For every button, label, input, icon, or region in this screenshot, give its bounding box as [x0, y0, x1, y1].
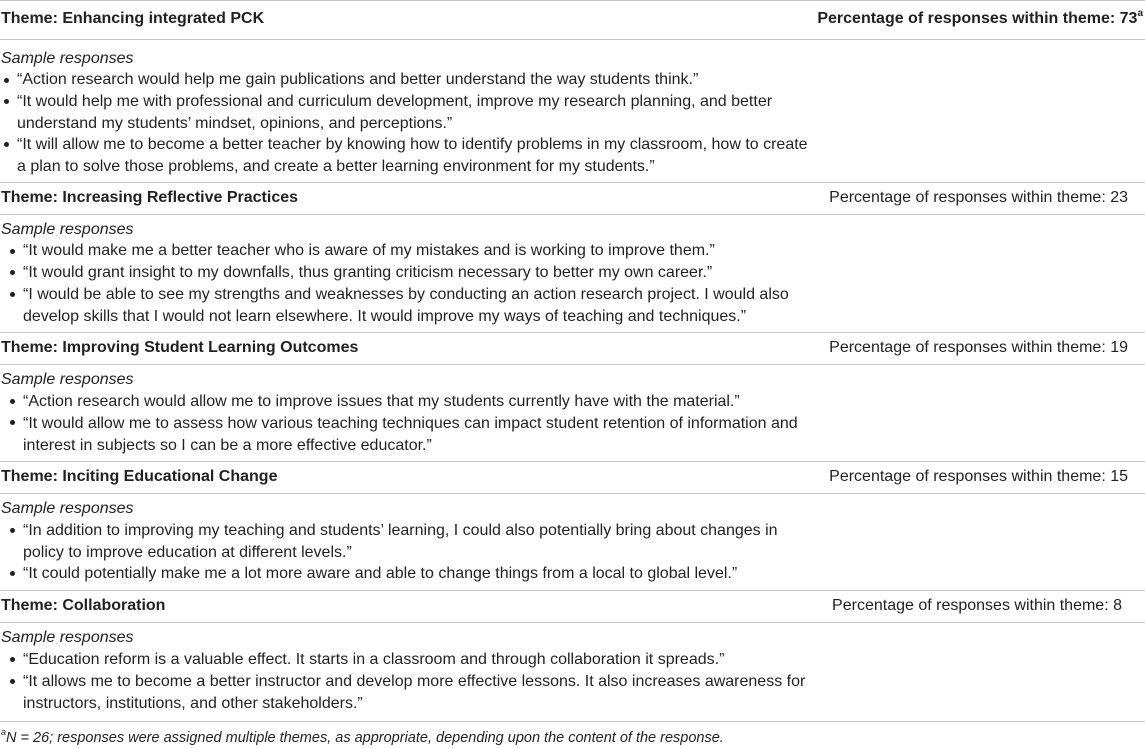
bullet-icon [10, 657, 15, 662]
bullet-icon [10, 270, 15, 275]
theme-title: Theme: Enhancing integrated PCK [1, 10, 265, 27]
response-item: “It will allow me to become a better teacher by knowing how to identify problems in my classroom, how to create a plan to solve those problems, and create a better learning environment for my students.” [17, 136, 808, 175]
bullet-icon [10, 420, 15, 425]
theme-percentage: Percentage of responses within theme: 19 [829, 339, 1128, 356]
footnote-marker: a [1, 727, 7, 738]
sample-responses-label: Sample responses [1, 50, 134, 67]
table-footnote [1, 728, 724, 748]
bullet-icon [10, 571, 15, 576]
row-divider [0, 493, 1145, 494]
response-item: “Action research would allow me to improve issues that my students currently have with the material.” [23, 393, 740, 410]
theme-percentage: Percentage of responses within theme: 8 [832, 597, 1122, 614]
row-divider [0, 461, 1145, 462]
bullet-icon [10, 528, 15, 533]
footnote-text: N = 26; responses were assigned multiple themes, as appropriate, depending upon the content of the response. [6, 730, 724, 746]
row-divider [0, 0, 1145, 1]
sample-responses-label: Sample responses [1, 629, 134, 646]
theme-percentage: Percentage of responses within theme: 23 [829, 189, 1128, 206]
response-item: “It allows me to become a better instructor and develop more effective lessons. It also increases awareness for instructors, institutions, and other stakeholders.” [23, 673, 806, 712]
sample-responses-label: Sample responses [1, 500, 134, 517]
theme-percentage-text: Percentage of responses within theme: 73 [817, 10, 1138, 27]
response-item: “It would help me with professional and curriculum development, improve my research planning, and better understand my students’ mindset, opinions, and perceptions.” [17, 93, 773, 132]
bullet-icon [10, 249, 15, 254]
response-item: “In addition to improving my teaching and students’ learning, I could also potentially bring about changes in policy to improve education at different levels.” [23, 522, 778, 561]
response-item: “It could potentially make me a lot more aware and able to change things from a local to global level.” [23, 565, 738, 582]
bullet-icon [10, 292, 15, 297]
row-divider [0, 214, 1145, 215]
theme-percentage [817, 9, 1143, 29]
response-item: “It would make me a better teacher who is aware of my mistakes and is working to improve them.” [23, 242, 715, 259]
row-divider [0, 332, 1145, 333]
theme-percentage: Percentage of responses within theme: 15 [829, 468, 1128, 485]
theme-title: Theme: Improving Student Learning Outcomes [1, 339, 359, 356]
theme-title: Theme: Inciting Educational Change [1, 468, 278, 485]
sample-responses-label: Sample responses [1, 371, 134, 388]
theme-title: Theme: Increasing Reflective Practices [1, 189, 299, 206]
bullet-icon [4, 142, 9, 147]
row-divider [0, 622, 1145, 623]
row-divider [0, 182, 1145, 183]
response-item: “I would be able to see my strengths and weaknesses by conducting an action research project. I would also develop skills that I would not learn elsewhere. It would improve my ways of teaching and techniques.” [23, 286, 789, 325]
bullet-icon [10, 399, 15, 404]
footnote-marker: a [1137, 7, 1143, 19]
row-divider [0, 364, 1145, 365]
row-divider [0, 39, 1145, 40]
bullet-icon [4, 78, 9, 83]
theme-title: Theme: Collaboration [1, 597, 166, 614]
sample-responses-label: Sample responses [1, 221, 134, 238]
response-item: “Action research would help me gain publications and better understand the way students think.” [17, 71, 699, 88]
bullet-icon [4, 99, 9, 104]
response-item: “It would grant insight to my downfalls, thus granting criticism necessary to better my own career.” [23, 264, 713, 281]
response-item: “It would allow me to assess how various teaching techniques can impact student retention of information and interest in subjects so I can be a more effective educator.” [23, 415, 798, 454]
bullet-icon [10, 679, 15, 684]
response-item: “Education reform is a valuable effect. It starts in a classroom and through collaboration it spreads.” [23, 651, 725, 668]
row-divider [0, 721, 1145, 722]
row-divider [0, 590, 1145, 591]
